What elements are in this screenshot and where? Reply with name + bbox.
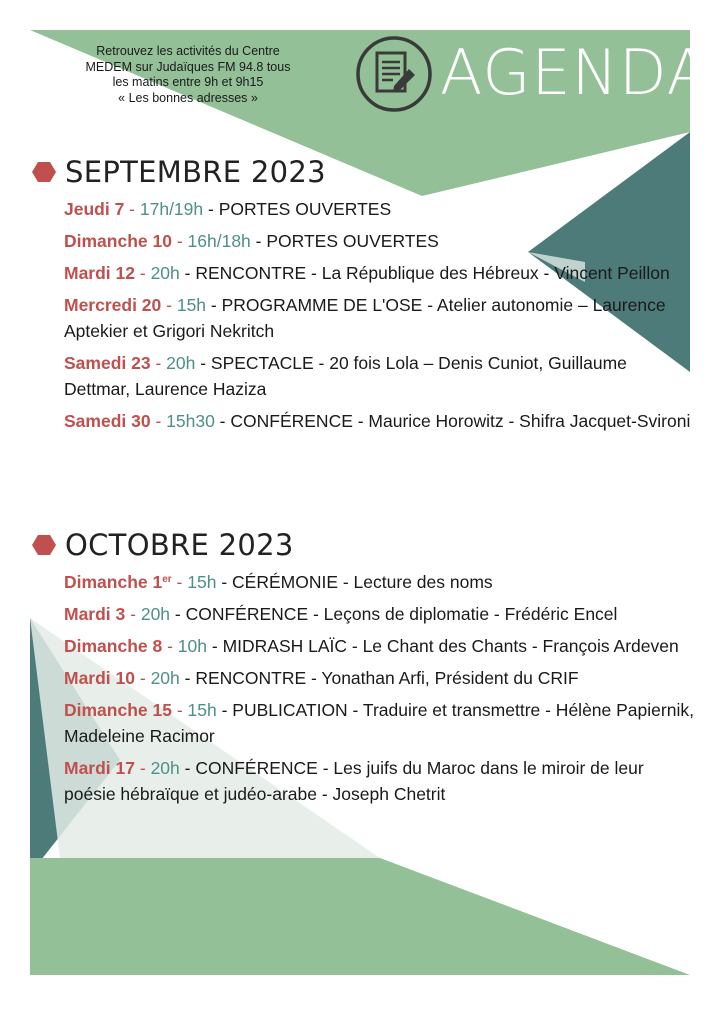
event-text: CONFÉRENCE - Les juifs du Maroc dans le miroir de leur poésie hébraïque et judéo-arabe - Joseph Chetrit — [64, 758, 644, 804]
month-title: OCTOBRE 2023 — [65, 528, 294, 562]
event-text: RENCONTRE - La République des Hébreux - Vincent Peillon — [195, 263, 670, 283]
event-time: 20h — [166, 353, 196, 373]
event-time: 15h — [176, 295, 207, 315]
agenda-title: AGENDA — [440, 36, 710, 109]
event-day: Mardi 17 — [64, 758, 135, 778]
event-time: 10h — [177, 636, 207, 656]
event-time: 16h/18h — [187, 231, 251, 251]
event-time: 15h — [187, 700, 217, 720]
event-text: SPECTACLE - 20 fois Lola – Denis Cuniot, Guillaume Dettmar, Laurence Haziza — [64, 353, 627, 399]
event-item: Dimanche 1er - 15h - CÉRÉMONIE - Lecture des noms — [64, 572, 493, 592]
event-day: Dimanche 1 — [64, 572, 163, 592]
hexagon-icon — [32, 161, 56, 183]
month-title: SEPTEMBRE 2023 — [65, 155, 326, 189]
event-item: Mardi 17 - 20h - CONFÉRENCE - Les juifs du Maroc dans le miroir de leur poésie hébraïque et judéo-arabe - Joseph Chetrit — [64, 758, 644, 804]
event-item: Dimanche 10 - 16h/18h - PORTES OUVERTES — [64, 231, 439, 251]
event-time: 15h — [187, 572, 217, 592]
event-day: Dimanche 8 — [64, 636, 163, 656]
event-time: 20h — [140, 604, 171, 624]
event-text: PROGRAMME DE L'OSE - Atelier autonomie – Laurence Aptekier et Grigori Nekritch — [64, 295, 666, 341]
event-day-suffix: er — [162, 574, 172, 585]
september-events — [64, 196, 694, 440]
event-day: Dimanche 10 — [64, 231, 172, 251]
event-day: Jeudi 7 — [64, 199, 125, 219]
event-text: CONFÉRENCE - Maurice Horowitz - Shifra Jacquet-Svironi — [230, 411, 691, 431]
event-text: CÉRÉMONIE - Lecture des noms — [232, 572, 493, 592]
event-day: Mardi 12 — [64, 263, 135, 283]
event-day: Mardi 10 — [64, 668, 135, 688]
event-time: 17h/19h — [139, 199, 204, 219]
bottom-green-triangle — [30, 858, 690, 975]
hexagon-icon — [32, 534, 56, 556]
event-time: 20h — [150, 263, 180, 283]
event-item: Samedi 23 - 20h - SPECTACLE - 20 fois Lola – Denis Cuniot, Guillaume Dettmar, Laurence Haziza — [64, 353, 627, 399]
radio-line: Retrouvez les activités du Centre — [96, 44, 280, 58]
event-item: Mardi 3 - 20h - CONFÉRENCE - Leçons de diplomatie - Frédéric Encel — [64, 604, 618, 624]
event-item: Dimanche 15 - 15h - PUBLICATION - Traduire et transmettre - Hélène Papiernik, Madeleine Racimor — [64, 700, 694, 746]
event-day: Dimanche 15 — [64, 700, 172, 720]
month-heading-october — [32, 528, 294, 562]
event-day: Mercredi 20 — [64, 295, 162, 315]
event-text: RENCONTRE - Yonathan Arfi, Président du CRIF — [195, 668, 579, 688]
event-text: MIDRASH LAÏC - Le Chant des Chants - François Ardeven — [222, 636, 679, 656]
event-item: Samedi 30 - 15h30 - CONFÉRENCE - Maurice Horowitz - Shifra Jacquet-Svironi — [64, 411, 691, 431]
event-item: Jeudi 7 - 17h/19h - PORTES OUVERTES — [64, 199, 392, 219]
event-item: Mercredi 20 - 15h - PROGRAMME DE L'OSE - Atelier autonomie – Laurence Aptekier et Grigori Nekritch — [64, 295, 666, 341]
radio-line: « Les bonnes adresses » — [118, 90, 258, 105]
event-item: Mardi 10 - 20h - RENCONTRE - Yonathan Arfi, Président du CRIF — [64, 668, 579, 688]
radio-line: MEDEM sur Judaïques FM 94.8 tous — [85, 59, 291, 74]
event-text: PORTES OUVERTES — [218, 199, 392, 219]
radio-announcement — [70, 44, 306, 106]
event-day: Samedi 30 — [64, 411, 151, 431]
event-time: 15h30 — [166, 411, 215, 431]
event-time: 20h — [150, 668, 180, 688]
month-heading-september — [32, 155, 326, 189]
event-item: Mardi 12 - 20h - RENCONTRE - La République des Hébreux - Vincent Peillon — [64, 263, 670, 283]
event-item: Dimanche 8 - 10h - MIDRASH LAÏC - Le Chant des Chants - François Ardeven — [64, 636, 679, 656]
event-day: Samedi 23 — [64, 353, 151, 373]
event-time: 20h — [150, 758, 180, 778]
event-text: PUBLICATION - Traduire et transmettre - Hélène Papiernik, Madeleine Racimor — [64, 700, 694, 746]
event-day: Mardi 3 — [64, 604, 126, 624]
radio-line: les matins entre 9h et 9h15 — [112, 75, 264, 89]
event-text: PORTES OUVERTES — [266, 231, 439, 251]
document-pencil-icon — [355, 35, 433, 113]
october-events — [64, 569, 694, 813]
event-text: CONFÉRENCE - Leçons de diplomatie - Frédéric Encel — [185, 604, 618, 624]
